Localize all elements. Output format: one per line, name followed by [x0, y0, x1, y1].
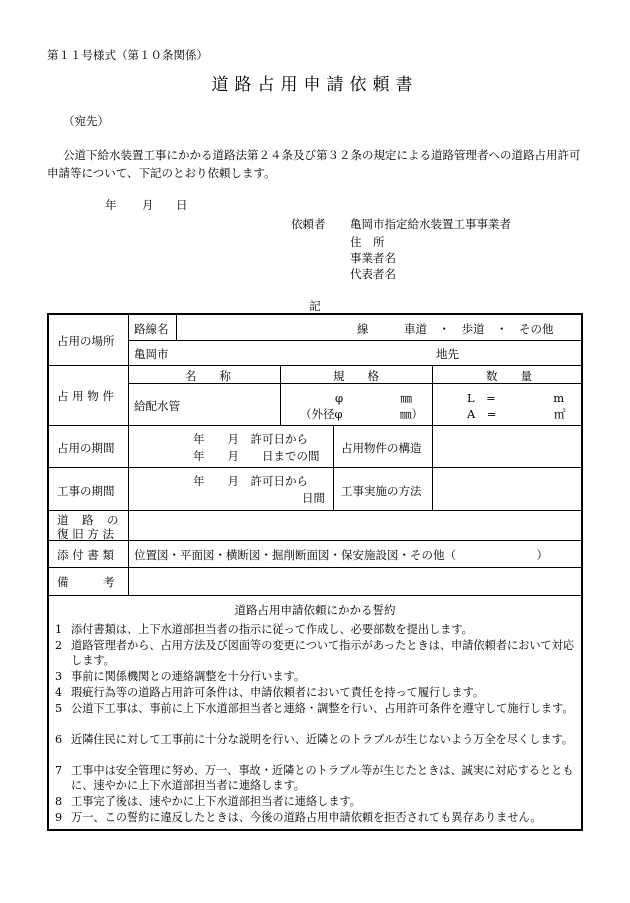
- remarks-label: 備 考: [57, 575, 115, 589]
- restoration-label-2: 復 旧 方 法: [57, 527, 114, 541]
- qty-A: A = ㎡: [467, 407, 566, 421]
- date-month: 月: [142, 198, 154, 212]
- intro-line-2: 申請等について、下記のとおり依頼します。: [47, 166, 276, 180]
- col-spec-header: 規 格: [333, 369, 379, 383]
- pledge-item: 8 工事完了後は、速やかに上下水道部担当者に連絡します。: [55, 795, 361, 808]
- pledge-item: 2 道路管理者から、占用方法及び図面等の変更について指示があったときは、申請依頼者において対応します。: [55, 639, 575, 667]
- pledge-item: 4 瑕疵行為等の道路占用許可条件は、申請依頼者において責任を持って履行します。: [55, 686, 485, 699]
- pledge-item: 3 事前に関係機関との連絡調整を十分行います。: [55, 670, 306, 683]
- work-period-line-1: 年 月 許可日から: [193, 474, 308, 488]
- period-label: 占用の期間: [57, 441, 115, 455]
- period-line-1: 年 月 許可日から: [193, 432, 308, 446]
- date-day: 日: [176, 198, 188, 212]
- spec-outer: （外径φ ㎜）: [300, 407, 424, 421]
- location-label: 占用の場所: [57, 334, 115, 348]
- spec-phi: φ ㎜: [335, 391, 413, 405]
- date-year: 年: [105, 198, 117, 212]
- page-title: 道路占用申請依頼書: [211, 75, 419, 95]
- pledge-item: 7 工事中は安全管理に努め、万一、事故・近隣とのトラブル等が生じたときは、誠実に対応するとともに、速やかに上下水道部担当者に連絡します。: [55, 764, 574, 792]
- pledge-item: 5 公道下工事は、事前に上下水道部担当者と連絡・調整を行い、占用許可条件を遵守して施行します。: [55, 702, 574, 715]
- location-city: 亀岡市: [134, 347, 169, 361]
- route-label: 路線名: [134, 322, 169, 336]
- col-name-header: 名 称: [185, 369, 231, 383]
- object-item-name: 給配水管: [134, 399, 180, 413]
- method-label: 工事実施の方法: [341, 484, 422, 498]
- addressee: （宛先）: [63, 114, 109, 128]
- pledge-item: 1 添付書類は、上下水道部担当者の指示に従って作成し、必要部数を提出します。: [55, 623, 473, 636]
- restoration-label-1: 道 路 の: [57, 513, 120, 527]
- structure-label: 占用物件の構造: [341, 441, 422, 455]
- period-line-2: 年 月 日までの間: [193, 449, 320, 463]
- route-sen: 線: [357, 322, 369, 336]
- objects-label: 占 用 物 件: [57, 389, 114, 403]
- pledge-item: 9 万一、この誓約に違反したときは、今後の道路占用申請依頼を拒否されても異存ありません。: [55, 811, 542, 824]
- address-label: 住 所: [350, 235, 385, 249]
- road-options: 車道 ・ 歩道 ・ その他: [404, 322, 554, 336]
- ki-label: 記: [309, 299, 321, 313]
- work-period-label: 工事の期間: [57, 484, 115, 498]
- requester-label: 依頼者: [291, 217, 326, 231]
- representative-label: 代表者名: [350, 267, 396, 281]
- location-chisaki: 地先: [436, 347, 459, 361]
- qty-L: L = m: [467, 391, 565, 405]
- col-qty-header: 数 量: [486, 369, 532, 383]
- pledge-title: 道路占用申請依頼にかかる誓約: [234, 603, 396, 617]
- business-name-label: 事業者名: [350, 251, 396, 265]
- form-number: 第１１号様式（第１０条関係）: [47, 48, 208, 62]
- work-period-line-2: 日間: [302, 491, 325, 505]
- intro-line-1: 公道下給水装置工事にかかる道路法第２４条及び第３２条の規定による道路管理者への道路占用許可: [63, 148, 581, 162]
- pledge-item: 6 近隣住民に対して工事前に十分な説明を行い、近隣とのトラブルが生じないよう万全を尽くします。: [55, 733, 574, 746]
- attachments-label: 添 付 書 類: [57, 548, 114, 562]
- attachments-value: 位置図・平面図・横断図・掘削断面図・保安施設図・その他（ ）: [134, 548, 548, 562]
- requester-company: 亀岡市指定給水装置工事事業者: [350, 217, 511, 231]
